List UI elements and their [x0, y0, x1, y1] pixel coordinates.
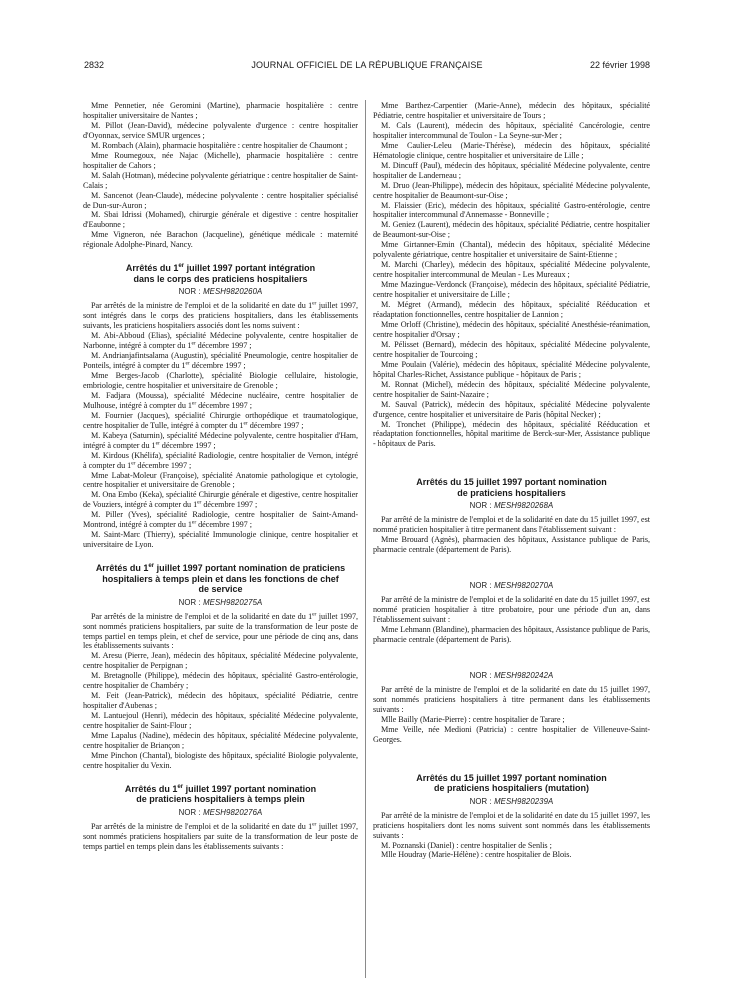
section-heading-line: de service	[198, 584, 243, 595]
list-item: M. Marchi (Charley), médecin des hôpitaux, spécialité Médecine polyvalente, centre hospitalier intercommunal de Meulan - Les Mureaux ;	[373, 260, 650, 280]
nor-code: MESH9820275A	[203, 597, 263, 607]
list-item: Mme Pennetier, née Geromini (Martine), pharmacie hospitalière : centre hospitalier universitaire de Nantes ;	[83, 101, 358, 120]
section-intro: Par arrêtés de la ministre de l'emploi et de la solidarité en date du 1er juillet 1997, sont nommés praticiens hospitaliers, par suite de la transformation de leur poste de temps partiel en temps plein, et chef de service, pour une période de cinq ans, dans les établissements suivants :	[83, 610, 358, 651]
list-item: Mme Labat-Moleur (Françoise), spécialité Anatomie pathologique et cytologie, centre hospitalier et universitaire de Grenoble ;	[83, 470, 358, 490]
nor-reference	[373, 501, 650, 511]
section-heading	[373, 477, 650, 498]
list-item: M. Fournier (Jacques), spécialité Chirurgie orthopédique et traumatologique, centre hospitalier de Tulle, intégré à compter du 1er décembre 1997 ;	[83, 410, 358, 430]
nor-code: MESH9820239A	[494, 796, 554, 806]
section-heading-line: de praticiens hospitaliers (mutation)	[433, 783, 590, 794]
list-item: M. Druo (Jean-Philippe), médecin des hôpitaux, spécialité Médecine polyvalente, centre hospitalier de Beaumont-sur-Oise ;	[373, 180, 650, 200]
column-divider	[365, 100, 366, 978]
list-item: Mme Caulier-Leleu (Marie-Thérèse), médecin des hôpitaux, spécialité Hématologie clinique, centre hospitalier et universitaire de Lille ;	[373, 140, 650, 160]
nor-reference	[83, 287, 358, 297]
section-intro: Par arrêtés de la ministre de l'emploi et de la solidarité en date du 1er juillet 1997, sont nommés praticiens hospitaliers par suite de la transformation de leur poste de temps partiel en temps plein dans les établissements suivants :	[83, 821, 358, 851]
list-item: M. Kirdous (Khélifa), spécialité Radiologie, centre hospitalier de Vernon, intégré à compter du 1er décembre 1997 ;	[83, 450, 358, 470]
list-item: Mme Pinchon (Chantal), biologiste des hôpitaux, spécialité Biologie polyvalente, centre hospitalier du Vexin.	[83, 750, 358, 770]
journal-title: JOURNAL OFFICIEL DE LA RÉPUBLIQUE FRANÇAISE	[251, 60, 483, 70]
list-item: Mme Mazingue-Verdonck (Françoise), médecin des hôpitaux, spécialité Pédiatrie, centre hospitalier et universitaire de Lille ;	[373, 280, 650, 300]
list-item: M. Lantuejoul (Henri), médecin des hôpitaux, spécialité Médecine polyvalente, centre hospitalier de Saint-Flour ;	[83, 711, 358, 731]
list-item: Mme Poulain (Valérie), médecin des hôpitaux, spécialité Médecine polyvalente, hôpital Charles-Richet, Assistance publique - hôpitaux de Paris ;	[373, 359, 650, 379]
section-heading-line: de praticiens hospitaliers	[457, 487, 566, 498]
page-header	[84, 59, 650, 71]
list-item: Mme Barthez-Carpentier (Marie-Anne), médecin des hôpitaux, spécialité Pédiatrie, centre hospitalier et universitaire de Tours ;	[373, 101, 650, 120]
list-item: Mlle Bailly (Marie-Pierre) : centre hospitalier de Tarare ;	[381, 714, 565, 724]
list-continued	[373, 101, 650, 449]
section-intro: Par arrêté de la ministre de l'emploi et de la solidarité en date du 15 juillet 1997, est nommé praticien hospitalier à titre probatoire, pour une période d'un an, dans l'établissement suivant :	[373, 595, 650, 625]
list-item: M. Aresu (Pierre, Jean), médecin des hôpitaux, spécialité Médecine polyvalente, centre hospitalier de Perpignan ;	[83, 651, 358, 671]
section-heading	[83, 263, 358, 284]
nor-label: NOR :	[469, 501, 492, 511]
list-item: M. Ona Embo (Keka), spécialité Chirurgie générale et digestive, centre hospitalier de Vouziers, intégré à compter du 1er décembre 1997 ;	[83, 490, 358, 510]
list-item: M. Cals (Laurent), médecin des hôpitaux, spécialité Cancérologie, centre hospitalier intercommunal de Toulon - La Seyne-sur-Mer ;	[373, 120, 650, 140]
list-item: M. Dincuff (Paul), médecin des hôpitaux, spécialité Médecine polyvalente, centre hospitalier de Landerneau ;	[373, 160, 650, 180]
list-item: M. Abi-Abboud (Elias), spécialité Médecine polyvalente, centre hospitalier de Narbonne, intégré à compter du 1er décembre 1997 ;	[83, 331, 358, 351]
list-item: M. Salah (Hotman), médecine polyvalente gériatrique : centre hospitalier de Saint-Calais ;	[83, 170, 358, 190]
list-item: Mme Brouard (Agnès), pharmacien des hôpitaux, Assistance publique de Paris, pharmacie centrale (département de Paris).	[373, 535, 650, 555]
section-nomination-chef-service	[83, 563, 358, 771]
nor-reference	[373, 797, 650, 807]
nor-code: MESH9820242A	[494, 670, 554, 680]
list-item: Mme Vigneron, née Barachon (Jacqueline), génétique médicale : maternité régionale Adolphe-Pinard, Nancy.	[83, 230, 358, 250]
list-item: Mme Roumegoux, née Najac (Michelle), pharmacie hospitalière : centre hospitalier de Cahors ;	[83, 150, 358, 170]
list-item: Mme Orloff (Christine), médecin des hôpitaux, spécialité Anesthésie-réanimation, centre hospitalier d'Orsay ;	[373, 319, 650, 339]
section-intro: Par arrêtés de la ministre de l'emploi et de la solidarité en date du 1er juillet 1997, sont intégrés dans le corps des praticiens hospitaliers, dans les établissements suivants, les praticiens hospitaliers associés dont les noms suivent :	[83, 300, 358, 331]
nor-code: MESH9820268A	[494, 501, 554, 511]
list-item: Mme Girtanner-Emin (Chantal), médecin des hôpitaux, spécialité Médecine polyvalente gériatrique, centre hospitalier et universitaire de Saint-Etienne ;	[373, 240, 650, 260]
section-heading-line: dans le corps des praticiens hospitaliers	[133, 273, 308, 284]
list-item: Mlle Houdray (Marie-Hélène) : centre hospitalier de Blois.	[381, 850, 572, 860]
list-item: M. Sancenot (Jean-Claude), médecine polyvalente : centre hospitalier spécialisé de Dun-sur-Auron ;	[83, 190, 358, 210]
section-heading-line: Arrêtés du 1er juillet 1997 portant intégration	[125, 262, 316, 274]
list-item: M. Fadjara (Moussa), spécialité Médecine nucléaire, centre hospitalier de Mulhouse, intégré à compter du 1er décembre 1997 ;	[83, 390, 358, 410]
section-heading-line: Arrêtés du 1er juillet 1997 portant nomination	[124, 782, 317, 794]
section-heading-line: Arrêtés du 15 juillet 1997 portant nomination	[416, 772, 607, 783]
list-item: M. Flaissier (Eric), médecin des hôpitaux, spécialité Gastro-entérologie, centre hospitalier intercommunal d'Annemasse - Bonneville ;	[373, 200, 650, 220]
section-intro: Par arrêté de la ministre de l'emploi et de la solidarité en date du 15 juillet 1997, est nommé praticien hospitalier à titre permanent dans l'établissement suivant :	[373, 515, 650, 535]
nor-label: NOR :	[469, 670, 492, 680]
list-item: M. Saint-Marc (Thierry), spécialité Immunologie clinique, centre hospitalier et universitaire de Lyon.	[83, 530, 358, 550]
left-column	[83, 101, 358, 852]
list-item: M. Tronchet (Philippe), médecin des hôpitaux, spécialité Rééducation et réadaptation fonctionnelles, hôpital maritime de Berck-sur-Mer, Assistance publique - hôpitaux de Paris.	[373, 419, 650, 449]
list-item: M. Pélisset (Bernard), médecin des hôpitaux, spécialité Médecine polyvalente, centre hospitalier de Tourcoing ;	[373, 339, 650, 359]
nor-reference	[83, 598, 358, 608]
list-item: Mme Lapalus (Nadine), médecin des hôpitaux, spécialité Médecine polyvalente, centre hospitalier de Briançon ;	[83, 731, 358, 751]
section-heading-line: Arrêtés du 15 juillet 1997 portant nomination	[416, 477, 607, 488]
list-item: M. Piller (Yves), spécialité Radiologie, centre hospitalier de Saint-Amand-Montrond, intégré à compter du 1er décembre 1997 ;	[83, 510, 358, 530]
list-item: Mme Veille, née Medioni (Patricia) : centre hospitalier de Villeneuve-Saint-Georges.	[373, 724, 650, 744]
list-item: M. Mégret (Armand), médecin des hôpitaux, spécialité Rééducation et réadaptation fonctionnelles, centre hospitalier de Lannion ;	[373, 300, 650, 320]
list-item: M. Ronnat (Michel), médecin des hôpitaux, spécialité Médecine polyvalente, centre hospitalier de Saint-Nazaire ;	[373, 379, 650, 399]
list-item: M. Andrianjafintsalama (Augustin), spécialité Pneumologie, centre hospitalier de Ponteils, intégré à compter du 1er décembre 1997 ;	[83, 351, 358, 371]
list-item: M. Sbai Idrissi (Mohamed), chirurgie générale et digestive : centre hospitalier d'Eaubonne ;	[83, 210, 358, 230]
nor-code: MESH9820260A	[203, 287, 263, 297]
page-number: 2832	[84, 60, 105, 70]
nor-reference	[83, 808, 358, 818]
list-item: M. Pillot (Jean-David), médecine polyvalente d'urgence : centre hospitalier d'Oyonnax, service SMUR urgences ;	[83, 120, 358, 140]
list-item: M. Bretagnolle (Philippe), médecin des hôpitaux, spécialité Gastro-entérologie, centre hospitalier de Chambéry ;	[83, 671, 358, 691]
list-continued	[83, 101, 358, 250]
section-heading	[373, 773, 650, 794]
nor-label: NOR :	[469, 796, 492, 806]
section-heading	[83, 563, 358, 595]
nor-code: MESH9820276A	[203, 807, 263, 817]
right-column	[373, 101, 650, 860]
issue-date: 22 février 1998	[589, 60, 650, 70]
list-item: M. Poznanski (Daniel) : centre hospitalier de Senlis ;	[381, 840, 552, 850]
nor-code: MESH9820270A	[494, 581, 554, 591]
section-heading-line: hospitaliers à temps plein et dans les fonctions de chef	[102, 573, 339, 584]
section-heading-line: de praticiens hospitaliers à temps plein	[136, 794, 305, 805]
section-nomination-temps-plein	[83, 784, 358, 852]
nor-label: NOR :	[178, 807, 201, 817]
nor-label: NOR :	[469, 581, 492, 591]
nor-label: NOR :	[178, 287, 201, 297]
section-integration	[83, 263, 358, 550]
list-item: M. Feit (Jean-Patrick), médecin des hôpitaux, spécialité Pédiatrie, centre hospitalier d'Aubenas ;	[83, 691, 358, 711]
section-nomination-mutation	[373, 773, 650, 861]
nor-label: NOR :	[178, 597, 201, 607]
section-intro: Par arrêté de la ministre de l'emploi et de la solidarité en date du 15 juillet 1997, les praticiens hospitaliers dont les noms suivent sont nommés dans les établissements suivants :	[373, 810, 650, 840]
list-item: Mme Lehmann (Blandine), pharmacien des hôpitaux, Assistance publique de Paris, pharmacie centrale (département de Paris).	[373, 625, 650, 644]
list-item: M. Kabeya (Saturnin), spécialité Médecine polyvalente, centre hospitalier d'Ham, intégré à compter du 1er décembre 1997 ;	[83, 430, 358, 450]
list-item: M. Rombach (Alain), pharmacie hospitalière : centre hospitalier de Chaumont ;	[91, 140, 348, 150]
section-intro: Par arrêté de la ministre de l'emploi et de la solidarité en date du 15 juillet 1997, sont nommés praticiens hospitaliers à titre permanent dans les établissements suivants :	[373, 684, 650, 714]
section-nomination-15-juillet	[373, 477, 650, 744]
section-heading	[83, 784, 358, 805]
list-item: M. Sauval (Patrick), médecin des hôpitaux, spécialité Médecine polyvalente d'urgence, centre hospitalier et universitaire de Paris (hôpital Necker) ;	[373, 399, 650, 419]
section-heading-line: Arrêtés du 1er juillet 1997 portant nomination de praticiens	[95, 562, 346, 574]
list-item: Mme Berges-Jacob (Charlotte), spécialité Biologie cellulaire, histologie, embriologie, centre hospitalier et universitaire de Grenoble ;	[83, 370, 358, 390]
nor-reference	[373, 581, 650, 591]
nor-reference	[373, 671, 650, 681]
list-item: M. Geniez (Laurent), médecin des hôpitaux, spécialité Pédiatrie, centre hospitalier de Beaumont-sur-Oise ;	[373, 220, 650, 240]
